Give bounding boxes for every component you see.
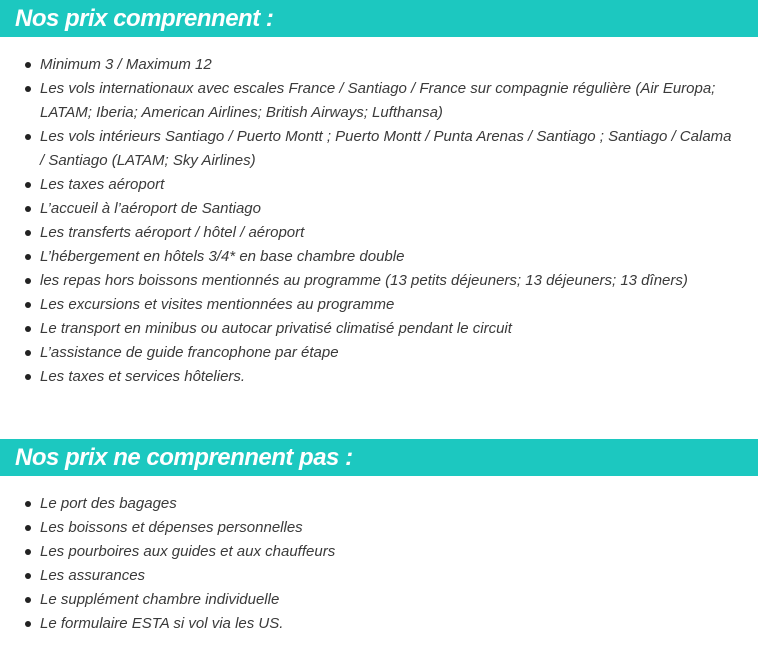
included-item: Les vols internationaux avec escales France / Santiago / France sur compagnie régulière (Air Europa; LATAM; Iberia; American Airlines; British Airways; Lufthansa)	[40, 77, 738, 125]
included-title: Nos prix comprennent :	[15, 4, 274, 32]
included-item: L’accueil à l’aéroport de Santiago	[40, 197, 738, 221]
excluded-item: Les pourboires aux guides et aux chauffeurs	[40, 540, 738, 564]
included-item: Les vols intérieurs Santiago / Puerto Montt ; Puerto Montt / Punta Arenas / Santiago ; Santiago / Calama / Santiago (LATAM; Sky Airlines)	[40, 125, 738, 173]
excluded-item: Le port des bagages	[40, 492, 738, 516]
included-header	[0, 0, 758, 37]
included-item: Les excursions et visites mentionnées au programme	[40, 293, 738, 317]
included-item: Les taxes et services hôteliers.	[40, 365, 738, 389]
excluded-title: Nos prix ne comprennent pas :	[15, 443, 353, 471]
excluded-section	[0, 439, 758, 636]
included-item: L’assistance de guide francophone par étape	[40, 341, 738, 365]
excluded-item: Le formulaire ESTA si vol via les US.	[40, 612, 738, 636]
included-item: Les transferts aéroport / hôtel / aéroport	[40, 221, 738, 245]
excluded-header	[0, 439, 758, 476]
included-item: Le transport en minibus ou autocar privatisé climatisé pendant le circuit	[40, 317, 738, 341]
excluded-item: Le supplément chambre individuelle	[40, 588, 738, 612]
included-item: les repas hors boissons mentionnés au programme (13 petits déjeuners; 13 déjeuners; 13 dîners)	[40, 269, 738, 293]
excluded-item: Les boissons et dépenses personnelles	[40, 516, 738, 540]
included-list	[0, 37, 758, 389]
included-item: L’hébergement en hôtels 3/4* en base chambre double	[40, 245, 738, 269]
included-item: Les taxes aéroport	[40, 173, 738, 197]
excluded-item: Les assurances	[40, 564, 738, 588]
included-item: Minimum 3 / Maximum 12	[40, 53, 738, 77]
excluded-list	[0, 476, 758, 636]
